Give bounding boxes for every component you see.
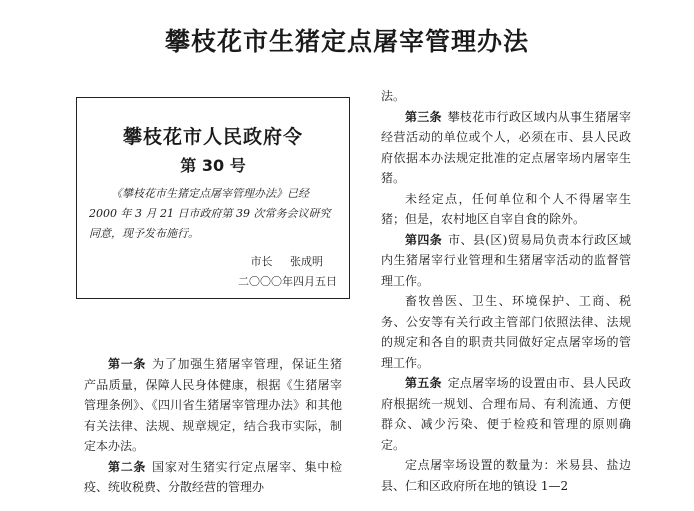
order-title: 攀枝花市人民政府令 — [122, 126, 303, 148]
article-number: 第五条 — [405, 376, 442, 390]
left-column-paragraph — [84, 457, 342, 498]
article-text: 定点屠宰场设置的数量为：米易县、盐边县、仁和区政府所在地的镇设 1—2 — [381, 458, 631, 493]
article-text: 未经定点，任何单位和个人不得屠宰生猪；但是，农村地区自宰自食的除外。 — [381, 191, 631, 226]
right-column-paragraph — [381, 189, 631, 230]
order-number: 第 30 号 — [180, 156, 246, 175]
article-text: 攀枝花市行政区域内从事生猪屠宰经营活动的单位或个人，必须在市、县人民政府依据本办法规定批准的定点屠宰场内屠宰生猪。 — [381, 109, 631, 185]
article-text: 畜牧兽医、卫生、环境保护、工商、税务、公安等有关行政主管部门依照法律、法规的规定和各自的职责共同做好定点屠宰场的管理工作。 — [381, 294, 631, 370]
right-column-paragraph — [381, 107, 631, 189]
left-column-paragraph — [84, 354, 342, 457]
article-text: 市、县(区)贸易局负责本行政区域内生猪屠宰行业管理和生猪屠宰活动的监督管理工作。 — [381, 232, 631, 288]
article-text: 为了加强生猪屠宰管理，保证生猪产品质量，保障人民身体健康，根据《生猪屠宰管理条例》、《四川省生猪屠宰管理办法》和其他有关法律、法规、规章规定，结合我市实际，制定本办法。 — [84, 357, 342, 453]
right-column — [381, 86, 631, 496]
document-title: 攀枝花市生猪定点屠宰管理办法 — [164, 27, 529, 56]
right-column-paragraph — [381, 86, 631, 107]
signer-name: 张成明 — [290, 255, 323, 268]
order-text: 《攀枝花市生猪定点屠宰管理办法》已经 2000 年 3 月 21 日市政府第 39 次常务会议研究同意，现予发布施行。 — [89, 187, 331, 240]
article-number: 第三条 — [405, 109, 442, 124]
left-column — [84, 354, 342, 498]
article-number: 第一条 — [108, 357, 147, 371]
right-column-paragraph — [381, 291, 631, 373]
article-text: 国家对生猪实行定点屠宰、集中检疫、统收税费、分散经营的管理办 — [84, 459, 342, 494]
article-number: 第四条 — [405, 232, 443, 247]
article-text: 定点屠宰场的设置由市、县人民政府根据统一规划、合理布局、有利流通、方便群众、减少污染、便于检疫和管理的原则确定。 — [381, 376, 631, 452]
right-column-paragraph — [381, 230, 631, 292]
order-signer — [89, 252, 337, 272]
article-text: 法。 — [381, 89, 406, 103]
government-order-box — [76, 97, 350, 299]
right-column-paragraph — [381, 455, 631, 496]
order-date: 二〇〇〇年四月五日 — [238, 275, 337, 288]
right-column-paragraph — [381, 373, 631, 455]
signer-role: 市长 — [250, 255, 273, 268]
article-number: 第二条 — [108, 459, 147, 474]
